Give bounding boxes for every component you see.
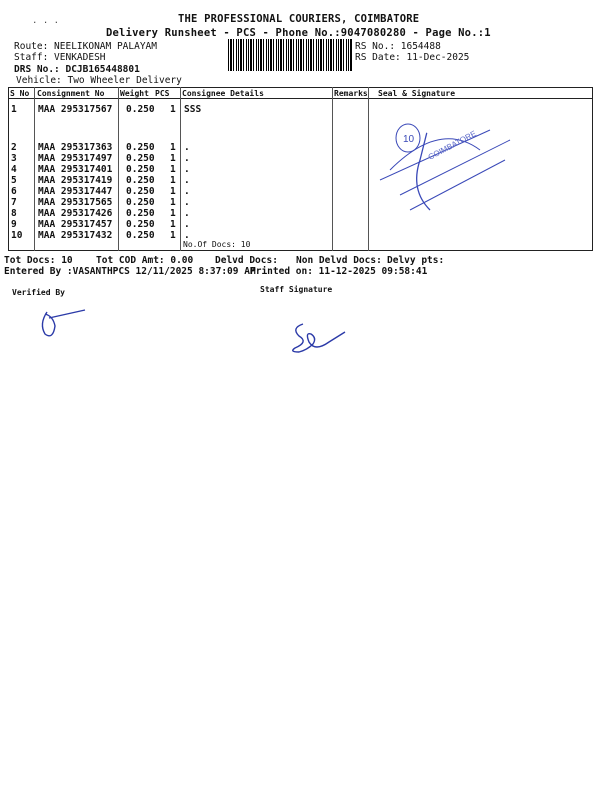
- row-weight: 0.250: [126, 186, 155, 197]
- tot-docs: Tot Docs: 10: [4, 255, 73, 266]
- row-pcs: 1: [170, 186, 176, 197]
- row-sno: 6: [11, 186, 17, 197]
- row-pcs: 1: [170, 142, 176, 153]
- delvy-pts: Delvy pts:: [387, 255, 445, 266]
- col-header-sno: S No: [10, 89, 30, 98]
- row-sno: 2: [11, 142, 17, 153]
- row-consignee: .: [184, 175, 190, 186]
- row-consignee: .: [184, 197, 190, 208]
- row-pcs: 1: [170, 175, 176, 186]
- printed-on: Printed on: 11-12-2025 09:58:41: [250, 266, 428, 277]
- staff-signature-label: Staff Signature: [260, 285, 333, 294]
- row-sno: 1: [11, 104, 17, 115]
- row-consignee: .: [184, 164, 190, 175]
- rs-number: RS No.: 1654488: [355, 41, 441, 52]
- row-consignee: .: [184, 142, 190, 153]
- row-consignment: MAA 295317419: [38, 175, 113, 186]
- row-pcs: 1: [170, 197, 176, 208]
- row-consignment: MAA 295317363: [38, 142, 113, 153]
- row-consignee: .: [184, 219, 190, 230]
- row-pcs: 1: [170, 104, 176, 115]
- route-text: Route: NEELIKONAM PALAYAM: [14, 41, 157, 52]
- row-sno: 5: [11, 175, 17, 186]
- row-consignee: .: [184, 153, 190, 164]
- no-of-docs: No.Of Docs: 10: [183, 240, 251, 249]
- tot-cod-amt: Tot COD Amt: 0.00: [96, 255, 194, 266]
- row-consignee: .: [184, 208, 190, 219]
- row-consignment: MAA 295317567: [38, 104, 113, 115]
- column-divider: [118, 87, 119, 251]
- col-header-consignment: Consignment No: [37, 89, 105, 98]
- row-consignment: MAA 295317432: [38, 230, 113, 241]
- barcode: [228, 39, 352, 71]
- entered-by: Entered By :VASANTHPCS 12/11/2025 8:37:09 AM: [4, 266, 256, 277]
- row-consignee: .: [184, 186, 190, 197]
- col-header-consignee: Consignee Details: [182, 89, 264, 98]
- delvd-docs: Delvd Docs:: [215, 255, 278, 266]
- row-sno: 10: [11, 230, 23, 241]
- drs-number: DRS No.: DCJB165448801: [14, 64, 140, 75]
- vehicle-text: Vehicle: Two Wheeler Delivery: [16, 75, 182, 86]
- row-sno: 4: [11, 164, 17, 175]
- row-consignee: .: [184, 230, 190, 241]
- verified-by-label: Verified By: [12, 288, 65, 297]
- row-weight: 0.250: [126, 208, 155, 219]
- column-divider: [34, 87, 35, 251]
- row-pcs: 1: [170, 153, 176, 164]
- row-weight: 0.250: [126, 142, 155, 153]
- row-sno: 8: [11, 208, 17, 219]
- row-pcs: 1: [170, 219, 176, 230]
- row-pcs: 1: [170, 164, 176, 175]
- row-sno: 3: [11, 153, 17, 164]
- row-weight: 0.250: [126, 197, 155, 208]
- row-sno: 7: [11, 197, 17, 208]
- row-weight: 0.250: [126, 153, 155, 164]
- row-weight: 0.250: [126, 230, 155, 241]
- header-dots: . . .: [32, 16, 60, 26]
- row-weight: 0.250: [126, 175, 155, 186]
- row-weight: 0.250: [126, 104, 155, 115]
- col-header-weight: Weight: [120, 89, 149, 98]
- col-header-remarks: Remarks: [334, 89, 368, 98]
- col-header-pcs: PCS: [155, 89, 170, 98]
- table-header-divider: [8, 98, 593, 99]
- row-consignment: MAA 295317447: [38, 186, 113, 197]
- staff-text: Staff: VENKADESH: [14, 52, 106, 63]
- stamp-number: 10: [403, 134, 415, 145]
- row-weight: 0.250: [126, 164, 155, 175]
- row-consignment: MAA 295317426: [38, 208, 113, 219]
- row-pcs: 1: [170, 230, 176, 241]
- row-consignment: MAA 295317565: [38, 197, 113, 208]
- non-delvd-docs: Non Delvd Docs:: [296, 255, 382, 266]
- row-consignment: MAA 295317497: [38, 153, 113, 164]
- row-weight: 0.250: [126, 219, 155, 230]
- column-divider: [332, 87, 333, 251]
- row-consignee: SSS: [184, 104, 202, 115]
- row-sno: 9: [11, 219, 17, 230]
- column-divider: [180, 87, 181, 251]
- rs-date: RS Date: 11-Dec-2025: [355, 52, 470, 63]
- row-pcs: 1: [170, 208, 176, 219]
- verifier-signature: [35, 302, 95, 342]
- runsheet-title: Delivery Runsheet - PCS - Phone No.:9047080280 - Page No.:1: [106, 27, 491, 39]
- staff-signature: [285, 318, 355, 358]
- delivery-stamp: [370, 100, 520, 220]
- column-divider: [368, 87, 369, 251]
- stamp-text: COIMBATORE: [426, 128, 478, 162]
- row-consignment: MAA 295317457: [38, 219, 113, 230]
- row-consignment: MAA 295317401: [38, 164, 113, 175]
- col-header-seal-signature: Seal & Signature: [378, 89, 456, 98]
- company-title: THE PROFESSIONAL COURIERS, COIMBATORE: [178, 13, 420, 25]
